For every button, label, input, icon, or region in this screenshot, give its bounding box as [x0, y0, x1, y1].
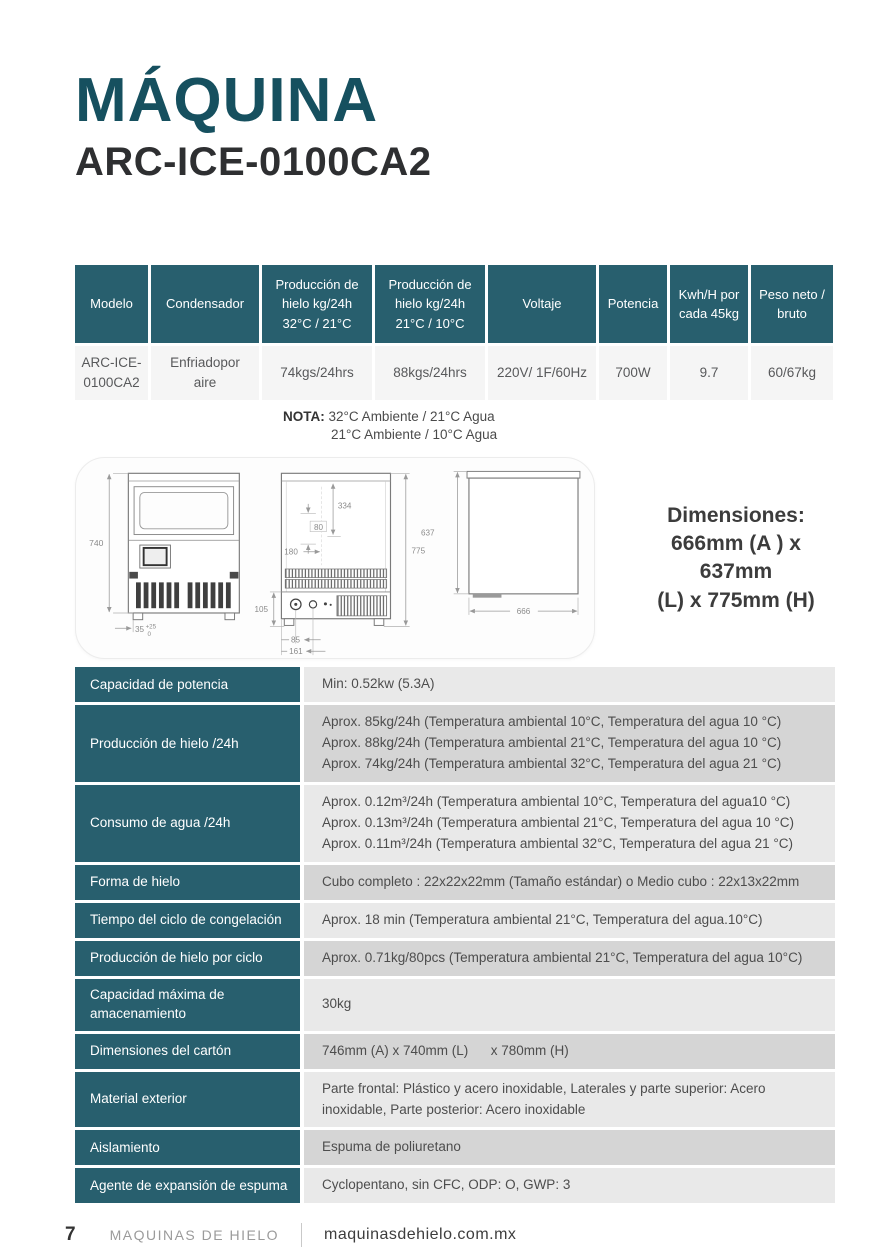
cell-voltaje: 220V/ 1F/60Hz — [488, 346, 596, 400]
spec-value-tiempo-ciclo: Aprox. 18 min (Temperatura ambiental 21°C, Temperatura del agua.10°C) — [304, 903, 835, 938]
details-table — [75, 667, 835, 1203]
nota-block — [283, 408, 835, 444]
dimensions-line-2: (L) x 775mm (H) — [657, 588, 815, 612]
dim-334-label: 334 — [337, 502, 352, 512]
spec-value-produccion-hielo-24h: Aprox. 85kg/24h (Temperatura ambiental 10°C, Temperatura del agua 10 °C) Aprox. 88kg/24h (Temperatura ambiental 21°C, Temperatura del agua 10 °C) Aprox. 74kg/24h (Temperatura ambiental 32°C, Temperatura del agua 21 °C) — [304, 705, 835, 782]
cell-kwh: 9.7 — [670, 346, 748, 400]
spec-label-tiempo-ciclo: Tiempo del ciclo de congelación — [75, 903, 300, 938]
spec-label-consumo-agua: Consumo de agua /24h — [75, 785, 300, 862]
footer-divider — [301, 1223, 302, 1247]
cell-potencia: 700W — [599, 346, 667, 400]
cell-modelo: ARC-ICE-0100CA2 — [75, 346, 148, 400]
spec-value-forma-hielo: Cubo completo : 22x22x22mm (Tamaño estándar) o Medio cubo : 22x13x22mm — [304, 865, 835, 900]
dim-775-label: 775 — [411, 547, 426, 557]
col-header-condensador: Condensador — [151, 265, 259, 343]
website-link[interactable]: maquinasdehielo.com.mx — [324, 1226, 517, 1244]
dim-740-label: 740 — [89, 538, 104, 549]
spec-value-agente-expansion: Cyclopentano, sin CFC, ODP: O, GWP: 3 — [304, 1168, 835, 1203]
dim-35-tolerance-lower: 0 — [147, 631, 151, 639]
technical-drawing-card — [75, 457, 595, 659]
spec-label-produccion-hielo-24h: Producción de hielo /24h — [75, 705, 300, 782]
nota-label: NOTA: — [283, 409, 325, 424]
spec-label-forma-hielo: Forma de hielo — [75, 865, 300, 900]
diagram-rear-view — [254, 474, 425, 657]
spec-value-capacidad-almacenamiento: 30kg — [304, 979, 835, 1031]
diagram-section — [75, 457, 835, 659]
spec-label-material-exterior: Material exterior — [75, 1072, 300, 1128]
dimensions-line-1: 666mm (A ) x 637mm — [671, 532, 801, 584]
dim-180-label: 180 — [284, 548, 298, 558]
dim-637-label: 637 — [420, 528, 435, 538]
col-header-modelo: Modelo — [75, 265, 148, 343]
dim-80-label: 80 — [313, 523, 323, 533]
spec-label-capacidad-almacenamiento: Capacidad máxima de amacenamiento — [75, 979, 300, 1031]
spec-value-aislamiento: Espuma de poliuretano — [304, 1130, 835, 1165]
cell-produccion-32-21: 74kgs/24hrs — [262, 346, 372, 400]
nota-line-2: 21°C Ambiente / 10°C Agua — [331, 427, 498, 443]
col-header-voltaje: Voltaje — [488, 265, 596, 343]
spec-value-produccion-por-ciclo: Aprox. 0.71kg/80pcs (Temperatura ambiental 21°C, Temperatura del agua 10°C) — [304, 941, 835, 976]
dim-35-tolerance-upper: +25 — [145, 623, 157, 631]
spec-label-capacidad-potencia: Capacidad de potencia — [75, 667, 300, 702]
col-header-peso: Peso neto / bruto — [751, 265, 833, 343]
spec-value-material-exterior: Parte frontal: Plástico y acero inoxidable, Laterales y parte superior: Acero inoxidable, Parte posterior: Acero inoxidable — [304, 1072, 835, 1128]
dim-85-label: 85 — [290, 636, 301, 646]
dim-666-label: 666 — [516, 607, 531, 617]
col-header-kwh: Kwh/H por cada 45kg — [670, 265, 748, 343]
spec-label-dimensiones-carton: Dimensiones del cartón — [75, 1034, 300, 1069]
spec-label-aislamiento: Aislamiento — [75, 1130, 300, 1165]
spec-value-dimensiones-carton: 746mm (A) x 740mm (L) x 780mm (H) — [304, 1034, 835, 1069]
spec-value-capacidad-potencia: Min: 0.52kw (5.3A) — [304, 667, 835, 702]
col-header-produccion-21-10: Producción de hielo kg/24h 21°C / 10°C — [375, 265, 485, 343]
dim-161-label: 161 — [289, 647, 303, 657]
machine-summary-table — [75, 265, 833, 400]
cell-peso: 60/67kg — [751, 346, 833, 400]
diagram-front-view — [89, 474, 239, 639]
dim-35-label: 35 — [135, 625, 145, 635]
spec-label-agente-expansion: Agente de expansión de espuma — [75, 1168, 300, 1203]
page-number: 7 — [65, 1224, 76, 1246]
col-header-potencia: Potencia — [599, 265, 667, 343]
dimensions-heading: Dimensiones: — [667, 503, 805, 527]
spec-value-consumo-agua: Aprox. 0.12m³/24h (Temperatura ambiental 10°C, Temperatura del agua10 °C) Aprox. 0.13m³/24h (Temperatura ambiental 21°C, Temperatura del agua 10 °C) Aprox. 0.11m³/24h (Temperatura ambiental 32°C, Temperatura del agua 21 °C) — [304, 785, 835, 862]
technical-drawing — [76, 458, 594, 657]
spec-label-produccion-por-ciclo: Producción de hielo por ciclo — [75, 941, 300, 976]
page-footer — [65, 1223, 835, 1247]
dim-105-label: 105 — [254, 605, 269, 615]
cell-condensador: Enfriadopor aire — [151, 346, 259, 400]
diagram-side-view — [421, 472, 580, 617]
cell-produccion-21-10: 88kgs/24hrs — [375, 346, 485, 400]
page-title: MÁQUINA — [75, 66, 379, 135]
nota-line-1: NOTA: 32°C Ambiente / 21°C Agua — [283, 409, 495, 424]
dimensions-summary — [637, 502, 835, 615]
model-title: ARC-ICE-0100CA2 — [75, 140, 432, 184]
brand-name: MAQUINAS DE HIELO — [109, 1227, 279, 1244]
col-header-produccion-32-21: Producción de hielo kg/24h 32°C / 21°C — [262, 265, 372, 343]
